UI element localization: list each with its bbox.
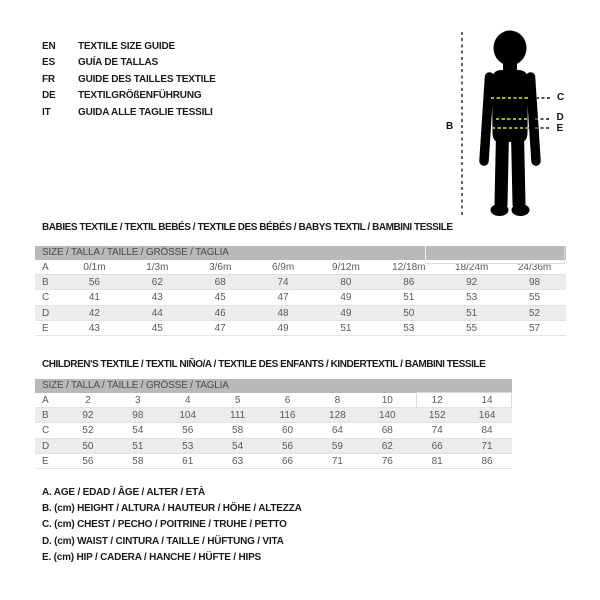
size-value-cell: 49: [277, 322, 289, 334]
size-value-cell: 43: [151, 292, 163, 304]
size-value-cell: 55: [466, 322, 478, 334]
size-value-cell: 56: [88, 277, 100, 289]
size-value-cell: 59: [331, 440, 343, 452]
size-value-cell: 6: [284, 395, 291, 406]
size-table-row: [35, 290, 566, 305]
language-title: TEXTILGRÖßENFÜHRUNG: [78, 90, 202, 102]
legend-item: A. AGE / EDAD / ÂGE / ALTER / ETÀ: [42, 487, 206, 498]
size-table-row: [35, 275, 566, 290]
size-value-cell: 104: [179, 410, 197, 422]
size-value-cell: 74: [431, 425, 443, 437]
size-value-cell: 3/6m: [209, 262, 232, 273]
babies-table-body: [35, 260, 566, 336]
size-row-label: C: [42, 292, 50, 304]
size-row-values: [63, 439, 512, 453]
size-row-values: [63, 275, 566, 289]
size-value-cell: 116: [279, 410, 296, 422]
children-table-body: [35, 393, 512, 469]
height-label: B: [446, 121, 454, 132]
size-table-row: [35, 454, 512, 469]
size-value-cell: 54: [232, 440, 244, 452]
size-table-header: SIZE / TALLA / TAILLE / GRÖSSE / TAGLIA: [35, 246, 566, 260]
size-value-cell: 12/18m: [392, 262, 426, 273]
size-value-cell: 51: [340, 322, 352, 334]
size-value-cell: 42: [88, 307, 100, 319]
size-value-cell: 51: [132, 440, 144, 452]
size-row-label: D: [42, 440, 50, 452]
legend-item: E. (cm) HIP / CADERA / HANCHE / HÜFTE / HIPS: [42, 551, 262, 563]
size-value-cell: 2: [85, 395, 91, 406]
size-value-cell: 51: [403, 292, 415, 304]
language-code: FR: [42, 73, 55, 85]
size-value-cell: 76: [381, 455, 393, 467]
size-value-cell: 98: [529, 277, 541, 289]
size-value-cell: 128: [329, 410, 346, 422]
chest-label: C: [557, 91, 565, 103]
size-row-values: [63, 260, 566, 274]
size-value-cell: 43: [88, 322, 100, 334]
size-value-cell: 8: [334, 395, 341, 406]
size-row-label: B: [42, 410, 49, 422]
language-title: GUIDA ALLE TAGLIE TESSILI: [78, 106, 213, 118]
size-row-label: E: [42, 322, 49, 334]
language-title: GUIDE DES TAILLES TEXTILE: [78, 73, 216, 85]
size-value-cell: 66: [431, 440, 443, 452]
size-value-cell: 140: [378, 410, 396, 422]
size-value-cell: 81: [431, 455, 443, 467]
hip-measure-line-outer: [535, 127, 552, 129]
waist-label: D: [556, 112, 564, 123]
waist-measure-line-outer: [535, 118, 552, 120]
size-value-cell: 45: [214, 292, 226, 304]
size-table-row: [35, 423, 512, 438]
size-value-cell: 47: [214, 322, 226, 334]
size-value-cell: 80: [340, 277, 352, 289]
size-row-values: [63, 290, 566, 304]
size-value-cell: 111: [230, 410, 246, 422]
size-value-cell: 5: [234, 395, 241, 406]
size-table-header: SIZE / TALLA / TAILLE / GRÖSSE / TAGLIA: [35, 379, 512, 393]
chest-measure-line-body: [491, 97, 528, 99]
size-value-cell: 84: [481, 425, 493, 437]
legend-item: C. (cm) CHEST / PECHO / POITRINE / TRUHE / PETTO: [42, 519, 287, 531]
size-row-label: A: [42, 395, 49, 406]
waist-measure-line-body: [496, 118, 529, 120]
size-value-cell: 68: [381, 425, 393, 437]
hip-label: E: [556, 122, 564, 134]
size-value-cell: 98: [132, 410, 144, 422]
size-value-cell: 9/12m: [332, 262, 360, 273]
size-value-cell: 50: [82, 440, 94, 452]
size-value-cell: 56: [82, 455, 94, 467]
size-value-cell: 49: [340, 307, 352, 319]
language-title: GUÍA DE TALLAS: [78, 57, 158, 69]
size-value-cell: 86: [403, 277, 415, 289]
child-silhouette-image: [478, 28, 542, 218]
size-table-row: [35, 393, 512, 408]
size-value-cell: 56: [281, 440, 294, 452]
children-size-table: [35, 379, 512, 469]
size-value-cell: 92: [82, 410, 94, 422]
legend-item: D. (cm) WAIST / CINTURA / TAILLE / HÜFTUNG / VITA: [42, 535, 284, 547]
size-table-row: [35, 408, 512, 423]
size-value-cell: 58: [132, 455, 144, 467]
size-value-cell: 50: [403, 307, 415, 319]
size-row-values: [63, 408, 512, 422]
children-section-title: CHILDREN'S TEXTILE / TEXTIL NIÑO/A / TEXTILE DES ENFANTS / KINDERTEXTIL / BAMBINI TESSILE: [42, 359, 486, 370]
size-row-label: B: [42, 277, 49, 289]
size-value-cell: 55: [529, 292, 541, 304]
hip-measure-line-body: [492, 127, 530, 129]
size-row-values: [63, 393, 512, 407]
language-code: IT: [42, 106, 51, 118]
size-value-cell: 71: [481, 440, 493, 452]
size-value-cell: 45: [151, 322, 163, 334]
size-value-cell: 41: [88, 292, 100, 304]
size-value-cell: 61: [182, 455, 194, 467]
size-row-label: A: [42, 262, 49, 273]
size-value-cell: 12: [431, 395, 443, 406]
size-row-label: E: [42, 455, 49, 467]
size-value-cell: 56: [182, 425, 194, 437]
size-value-cell: 52: [82, 425, 94, 437]
size-figure: [0, 0, 600, 230]
size-value-cell: 10: [381, 395, 393, 406]
language-code: DE: [42, 90, 56, 102]
size-value-cell: 53: [403, 322, 415, 334]
size-value-cell: 54: [132, 425, 144, 437]
size-value-cell: 18/24m: [455, 262, 489, 273]
size-value-cell: 62: [151, 277, 163, 289]
size-value-cell: 62: [381, 440, 393, 452]
size-row-label: D: [42, 307, 50, 319]
size-value-cell: 1/3m: [146, 262, 169, 273]
size-table-row: [35, 321, 566, 336]
size-row-values: [63, 423, 512, 437]
size-value-cell: 53: [182, 440, 194, 452]
chest-measure-line-outer: [536, 97, 552, 99]
size-value-cell: 47: [277, 292, 289, 304]
size-value-cell: 3: [135, 395, 141, 406]
language-code: ES: [42, 57, 55, 69]
size-value-cell: 48: [277, 307, 289, 319]
language-title: TEXTILE SIZE GUIDE: [78, 41, 175, 52]
size-value-cell: 52: [529, 307, 541, 319]
measurement-legend: [42, 485, 302, 566]
size-value-cell: 57: [529, 322, 541, 334]
size-value-cell: 4: [184, 395, 191, 406]
size-table-row: [35, 306, 566, 321]
size-value-cell: 24/36m: [517, 262, 552, 273]
size-value-cell: 71: [331, 455, 343, 467]
size-value-cell: 66: [281, 455, 294, 467]
size-value-cell: 86: [481, 455, 493, 467]
size-value-cell: 152: [428, 410, 446, 422]
size-value-cell: 51: [466, 307, 478, 319]
size-table-row: [35, 260, 566, 275]
size-row-values: [63, 321, 566, 335]
height-measure-line: [461, 32, 463, 216]
size-value-cell: 49: [340, 292, 352, 304]
size-value-cell: 58: [232, 425, 244, 437]
size-value-cell: 46: [214, 307, 226, 319]
size-table-row: [35, 439, 512, 454]
legend-item: B. (cm) HEIGHT / ALTURA / HAUTEUR / HÖHE / ALTEZZA: [42, 503, 302, 515]
size-row-values: [63, 454, 512, 468]
babies-section-title: BABIES TEXTILE / TEXTIL BEBÉS / TEXTILE DES BÉBÉS / BABYS TEXTIL / BAMBINI TESSILE: [42, 222, 453, 233]
size-value-cell: 0/1m: [83, 262, 106, 273]
size-value-cell: 14: [481, 395, 493, 406]
size-value-cell: 6/9m: [271, 262, 295, 273]
size-value-cell: 74: [277, 277, 289, 289]
size-value-cell: 44: [151, 307, 163, 319]
size-value-cell: 64: [331, 425, 343, 437]
babies-size-table: [35, 246, 566, 336]
size-value-cell: 68: [214, 277, 226, 289]
language-code: EN: [42, 41, 56, 52]
size-value-cell: 53: [466, 292, 478, 304]
size-value-cell: 92: [466, 277, 478, 289]
size-value-cell: 60: [281, 425, 294, 437]
size-row-values: [63, 306, 566, 320]
size-row-label: C: [42, 425, 50, 437]
size-value-cell: 63: [232, 455, 244, 467]
size-value-cell: 164: [478, 410, 496, 422]
